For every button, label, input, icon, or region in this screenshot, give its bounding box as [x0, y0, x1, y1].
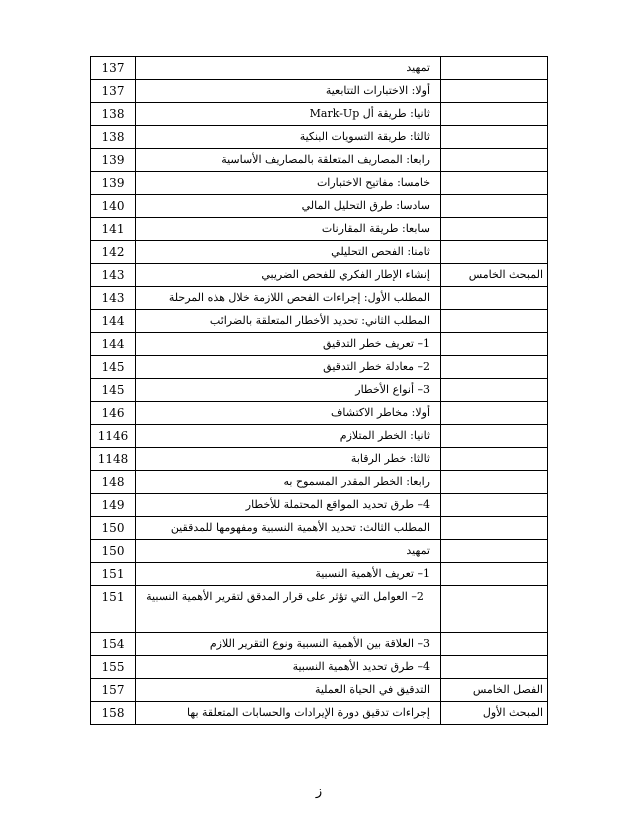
- toc-row: [91, 471, 548, 494]
- toc-page-number: 139: [91, 172, 136, 195]
- toc-page-number: 137: [91, 57, 136, 80]
- toc-section-label: [441, 241, 548, 264]
- toc-row: [91, 379, 548, 402]
- toc-entry-title: ثالثا: خطر الرقابة: [136, 448, 441, 471]
- toc-entry-title: أولا: الاختبارات التتابعية: [136, 80, 441, 103]
- toc-page-number: 143: [91, 287, 136, 310]
- toc-page-number: 150: [91, 517, 136, 540]
- toc-entry-title: المطلب الأول: إجراءات الفحص اللازمة خلال هذه المرحلة: [136, 287, 441, 310]
- toc-page-number: 146: [91, 402, 136, 425]
- toc-row: [91, 80, 548, 103]
- toc-entry-title: رابعا: المصاريف المتعلقة بالمصاريف الأساسية: [136, 149, 441, 172]
- toc-page-number: 150: [91, 540, 136, 563]
- toc-page-number: 138: [91, 103, 136, 126]
- toc-entry-title: 3– العلاقة بين الأهمية النسبية ونوع التقرير اللازم: [136, 633, 441, 656]
- toc-row: [91, 218, 548, 241]
- toc-row: [91, 679, 548, 702]
- toc-section-label: [441, 656, 548, 679]
- toc-page-number: 151: [91, 586, 136, 633]
- toc-page-number: 144: [91, 310, 136, 333]
- toc-row: [91, 333, 548, 356]
- toc-section-label: [441, 402, 548, 425]
- toc-entry-title: أولا: مخاطر الاكتشاف: [136, 402, 441, 425]
- toc-page-number: 145: [91, 379, 136, 402]
- toc-section-label: الفصل الخامس: [441, 679, 548, 702]
- toc-entry-title: تمهيد: [136, 57, 441, 80]
- toc-section-label: [441, 494, 548, 517]
- toc-row: [91, 563, 548, 586]
- toc-entry-title: سابعا: طريقة المقارنات: [136, 218, 441, 241]
- toc-row: [91, 149, 548, 172]
- toc-entry-title: ثامنا: الفحص التحليلي: [136, 241, 441, 264]
- toc-section-label: المبحث الأول: [441, 702, 548, 725]
- toc-row: [91, 586, 548, 633]
- toc-section-label: [441, 195, 548, 218]
- toc-entry-title: ثالثا: طريقة التسويات البنكية: [136, 126, 441, 149]
- toc-entry-title: إجراءات تدقيق دورة الإيرادات والحسابات المتعلقة بها: [136, 702, 441, 725]
- toc-row: [91, 448, 548, 471]
- toc-row: [91, 126, 548, 149]
- toc-entry-title: 1– تعريف خطر التدقيق: [136, 333, 441, 356]
- toc-entry-title: المطلب الثاني: تحديد الأخطار المتعلقة بالضرائب: [136, 310, 441, 333]
- toc-page-number: 148: [91, 471, 136, 494]
- toc-row: [91, 633, 548, 656]
- toc-row: [91, 494, 548, 517]
- toc-row: [91, 425, 548, 448]
- toc-section-label: [441, 172, 548, 195]
- table-of-contents: [90, 56, 548, 725]
- toc-page-number: 1146: [91, 425, 136, 448]
- toc-entry-title: 1– تعريف الأهمية النسبية: [136, 563, 441, 586]
- toc-row: [91, 241, 548, 264]
- toc-entry-title: التدقيق في الحياة العملية: [136, 679, 441, 702]
- toc-page-number: 155: [91, 656, 136, 679]
- toc-entry-title: سادسا: طرق التحليل المالي: [136, 195, 441, 218]
- toc-section-label: [441, 310, 548, 333]
- toc-section-label: [441, 126, 548, 149]
- toc-section-label: [441, 287, 548, 310]
- toc-page-number: 143: [91, 264, 136, 287]
- toc-entry-title: رابعا: الخطر المقدر المسموح به: [136, 471, 441, 494]
- toc-entry-title: تمهيد: [136, 540, 441, 563]
- toc-page-number: 137: [91, 80, 136, 103]
- toc-entry-title: 2– العوامل التي تؤثر على قرار المدقق لتقرير الأهمية النسبية: [136, 586, 441, 633]
- toc-row: [91, 356, 548, 379]
- page-number: ز: [315, 784, 323, 799]
- toc-entry-title: 4– طرق تحديد المواقع المحتملة للأخطار: [136, 494, 441, 517]
- toc-page-number: 149: [91, 494, 136, 517]
- toc-section-label: [441, 563, 548, 586]
- toc-section-label: [441, 633, 548, 656]
- toc-section-label: [441, 333, 548, 356]
- toc-section-label: [441, 103, 548, 126]
- toc-row: [91, 656, 548, 679]
- toc-row: [91, 517, 548, 540]
- toc-entry-title: 3– أنواع الأخطار: [136, 379, 441, 402]
- toc-row: [91, 540, 548, 563]
- toc-section-label: [441, 80, 548, 103]
- toc-section-label: [441, 540, 548, 563]
- toc-page-number: 158: [91, 702, 136, 725]
- toc-row: [91, 264, 548, 287]
- toc-section-label: المبحث الخامس: [441, 264, 548, 287]
- toc-row: [91, 287, 548, 310]
- toc-section-label: [441, 586, 548, 633]
- toc-entry-title: خامسا: مفاتيح الاختبارات: [136, 172, 441, 195]
- toc-page-number: 141: [91, 218, 136, 241]
- toc-section-label: [441, 356, 548, 379]
- toc-section-label: [441, 517, 548, 540]
- toc-section-label: [441, 425, 548, 448]
- toc-page-number: 151: [91, 563, 136, 586]
- toc-entry-title: إنشاء الإطار الفكري للفحص الضريبي: [136, 264, 441, 287]
- toc-row: [91, 172, 548, 195]
- toc-section-label: [441, 149, 548, 172]
- toc-page-number: 142: [91, 241, 136, 264]
- toc-row: [91, 402, 548, 425]
- toc-section-label: [441, 218, 548, 241]
- toc-body: [91, 57, 548, 725]
- toc-entry-title: 4– طرق تحديد الأهمية النسبية: [136, 656, 441, 679]
- toc-page-number: 140: [91, 195, 136, 218]
- toc-row: [91, 702, 548, 725]
- toc-row: [91, 195, 548, 218]
- toc-page-number: 144: [91, 333, 136, 356]
- toc-page-number: 138: [91, 126, 136, 149]
- toc-row: [91, 57, 548, 80]
- toc-section-label: [441, 448, 548, 471]
- toc-page-number: 139: [91, 149, 136, 172]
- toc-page-number: 157: [91, 679, 136, 702]
- toc-row: [91, 310, 548, 333]
- toc-section-label: [441, 471, 548, 494]
- toc-section-label: [441, 379, 548, 402]
- toc-entry-title: ثانيا: طريقة أل Mark-Up: [136, 103, 441, 126]
- toc-page-number: 1148: [91, 448, 136, 471]
- toc-entry-title: المطلب الثالث: تحديد الأهمية النسبية ومفهومها للمدققين: [136, 517, 441, 540]
- toc-entry-title: 2– معادلة خطر التدقيق: [136, 356, 441, 379]
- toc-page-number: 145: [91, 356, 136, 379]
- toc-section-label: [441, 57, 548, 80]
- toc-entry-title: ثانيا: الخطر المتلازم: [136, 425, 441, 448]
- toc-page-number: 154: [91, 633, 136, 656]
- toc-row: [91, 103, 548, 126]
